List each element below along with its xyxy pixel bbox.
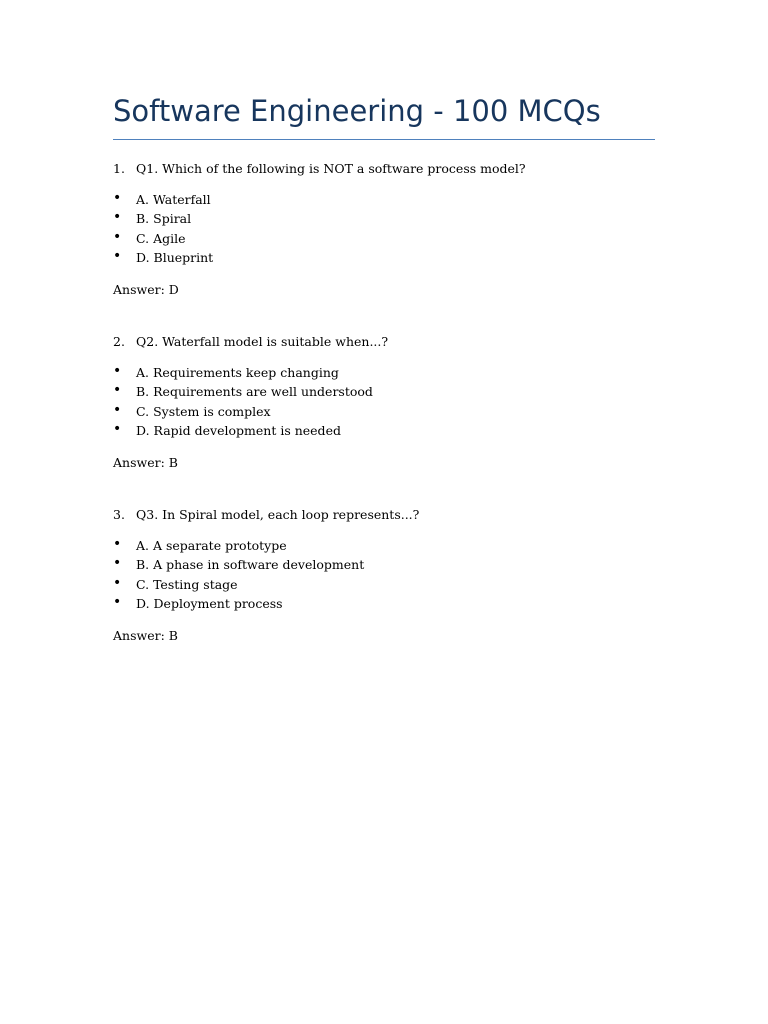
option-text: A. A separate prototype xyxy=(136,538,287,553)
options-list xyxy=(113,192,673,269)
option-text: A. Waterfall xyxy=(136,192,211,207)
option-item xyxy=(113,384,673,403)
option-text: A. Requirements keep changing xyxy=(136,365,339,380)
bullet-icon: • xyxy=(113,363,122,379)
option-text: D. Blueprint xyxy=(136,249,214,265)
title-underline xyxy=(113,139,655,140)
question-number: 1. xyxy=(113,161,125,176)
answer-text: Answer: D xyxy=(113,282,179,298)
option-item xyxy=(113,365,673,384)
question-text: Q1. Which of the following is NOT a software process model? xyxy=(136,161,526,176)
question-block-3 xyxy=(113,507,673,646)
bullet-icon: • xyxy=(113,555,122,572)
bullet-icon: • xyxy=(113,382,122,399)
option-item xyxy=(113,401,673,423)
answer-text: Answer: B xyxy=(113,628,178,644)
question-text: Q3. In Spiral model, each loop represents...? xyxy=(136,507,420,522)
bullet-icon: • xyxy=(113,536,122,552)
options-list xyxy=(113,538,673,615)
question-number: 2. xyxy=(113,334,125,349)
option-item xyxy=(113,211,673,230)
bullet-icon: • xyxy=(113,401,122,418)
option-item xyxy=(113,247,673,269)
option-item xyxy=(113,557,673,576)
bullet-icon: • xyxy=(113,228,122,245)
bullet-icon: • xyxy=(113,593,122,610)
option-text: C. System is complex xyxy=(136,403,271,419)
question-text: Q2. Waterfall model is suitable when...? xyxy=(136,334,389,349)
bullet-icon: • xyxy=(113,190,122,206)
document-title: Software Engineering - 100 MCQs xyxy=(113,94,601,128)
question-line xyxy=(113,507,673,525)
option-text: C. Agile xyxy=(136,230,186,246)
option-item xyxy=(113,538,673,557)
question-block-1 xyxy=(113,161,673,300)
question-line xyxy=(113,334,673,352)
option-text: D. Rapid development is needed xyxy=(136,422,341,438)
question-line xyxy=(113,161,673,179)
bullet-icon: • xyxy=(113,420,122,437)
option-item xyxy=(113,420,673,442)
bullet-icon: • xyxy=(113,247,122,264)
question-number: 3. xyxy=(113,507,125,522)
options-list xyxy=(113,365,673,442)
option-text: D. Deployment process xyxy=(136,595,283,611)
option-text: B. Spiral xyxy=(136,211,192,227)
option-item xyxy=(113,574,673,596)
bullet-icon: • xyxy=(113,209,122,226)
option-item xyxy=(113,593,673,615)
bullet-icon: • xyxy=(113,574,122,591)
option-item xyxy=(113,228,673,250)
question-block-2 xyxy=(113,334,673,473)
answer-text: Answer: B xyxy=(113,455,178,471)
option-text: B. A phase in software development xyxy=(136,557,365,573)
option-text: C. Testing stage xyxy=(136,576,238,592)
option-text: B. Requirements are well understood xyxy=(136,384,373,400)
option-item xyxy=(113,192,673,211)
